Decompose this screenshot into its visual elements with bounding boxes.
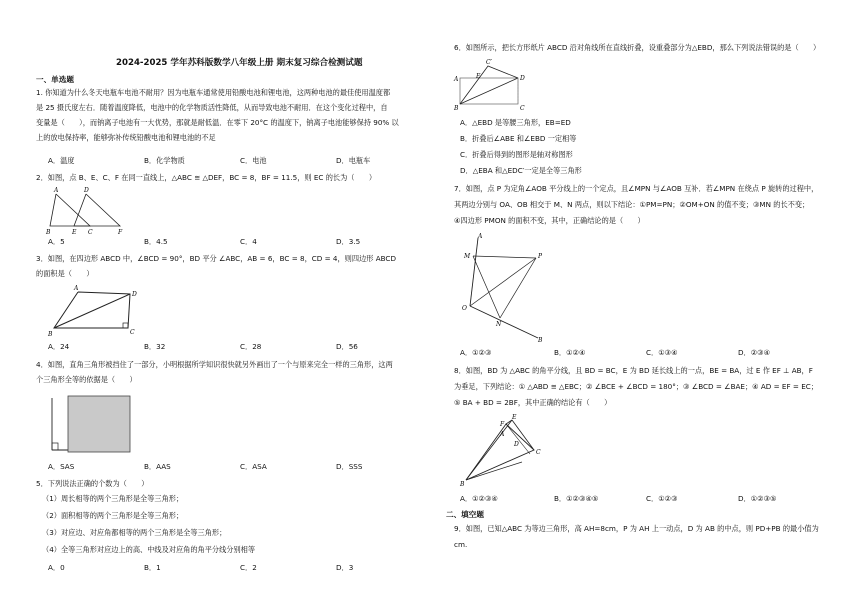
q2-label-d: D [84,187,89,194]
q7-option-d[interactable]: D．②③④ [738,348,771,357]
q7-label-a: A [478,233,483,240]
q2-label-a: A [54,187,59,194]
q6-option-a[interactable]: A．△EBD 是等腰三角形，EB=ED [460,118,571,127]
q2-option-c[interactable]: C．4 [240,237,257,246]
q3-option-c[interactable]: C．28 [240,342,262,351]
q1-line-1: 1. 你知道为什么冬天电瓶车电池不耐用？因为电瓶车通常使用铅酸电池和锂电池，这两种电池的最佳使用温度都 [36,88,391,97]
q8-label-d: D [514,441,519,448]
q8-label-b: B [460,481,465,488]
q8-label-a: A [500,431,505,438]
q3-option-d[interactable]: D．56 [336,342,358,351]
q5-option-c[interactable]: C．2 [240,563,257,572]
q7-line-1: 7．如图，点 P 为定角∠AOB 平分线上的一个定点，且∠MPN 与∠AOB 互补．若∠MPN 在绕点 P 旋转的过程中， [454,184,819,193]
q6-line: 6．如图所示，把长方形纸片 ABCD 沿对角线所在直线折叠，设重叠部分为△EBD，那么下列说法错误的是（ ） [454,43,821,52]
section-fill-in: 二、填空题 [446,510,484,519]
q4-figure-covered-triangle [46,392,136,454]
q6-label-e: E [476,73,481,80]
q9-line-2: cm. [454,540,468,549]
q1-option-d[interactable]: D．电瓶车 [336,156,371,165]
q3-option-a[interactable]: A．24 [48,342,70,351]
q4-option-a[interactable]: A．SAS [48,462,75,471]
q5-option-b[interactable]: B．1 [144,563,161,572]
q6-label-d: D [520,75,525,82]
q1-option-b[interactable]: B．化学物质 [144,156,185,165]
q4-line-1: 4．如图，直角三角形被挡住了一部分，小明根据所学知识很快就另外画出了一个与原来完全一样的三角形，这两 [36,360,393,369]
q2-figure-triangles [46,186,146,236]
q7-label-b: B [538,337,543,344]
q8-option-c[interactable]: C．①②③ [646,494,678,503]
q4-option-d[interactable]: D．SSS [336,462,363,471]
q6-option-d[interactable]: D．△EBA 和△EDC′一定是全等三角形 [460,166,582,175]
q7-label-n: N [496,321,502,328]
q7-label-m: M [464,253,471,260]
section-single-choice: 一、单选题 [36,75,74,84]
q7-option-b[interactable]: B．①②④ [554,348,586,357]
q6-label-b: B [454,105,459,112]
q2-label-b: B [46,229,51,236]
q1-option-c[interactable]: C．电池 [240,156,267,165]
q4-option-b[interactable]: B．AAS [144,462,171,471]
q5-option-d[interactable]: D．3 [336,563,354,572]
q8-option-d[interactable]: D．①②③⑤ [738,494,777,503]
q6-label-c: C [520,105,525,112]
q3-label-c: C [130,329,135,336]
q8-label-e: E [512,414,517,421]
q3-option-b[interactable]: B．32 [144,342,166,351]
q7-label-p: P [538,253,543,260]
q7-line-2: 其两边分别与 OA、OB 相交于 M、N 两点，则以下结论：①PM=PN；②OM+ON 的值不变；③MN 的长不变； [454,200,810,209]
q8-option-b[interactable]: B．①②③④⑤ [554,494,599,503]
q2-option-d[interactable]: D．3.5 [336,237,361,246]
q3-figure-quadrilateral [48,286,158,336]
q7-option-c[interactable]: C．①③④ [646,348,678,357]
q3-label-a: A [74,285,79,292]
q3-label-b: B [48,331,53,338]
q1-option-a[interactable]: A．温度 [48,156,75,165]
q4-option-c[interactable]: C．ASA [240,462,267,471]
q5-item-2: （2）面积相等的两个三角形是全等三角形； [42,511,184,520]
q5-item-4: （4）全等三角形对应边上的高、中线及对应角的角平分线分别相等 [42,545,256,554]
q3-line-2: 的面积是（ ） [36,269,94,278]
q2-option-a[interactable]: A．5 [48,237,65,246]
q7-option-a[interactable]: A．①②③ [460,348,492,357]
q6-label-a: A [454,76,459,83]
q2-label-c: C [88,229,93,236]
q1-line-2: 是 25 摄氏度左右．随着温度降低，电池中的化学物质活性降低，从而导致电池不耐用．在这个变化过程中，自 [36,103,388,112]
q8-label-f: F [500,421,505,428]
q8-line-3: ⑤ BA + BD = 2BF，其中正确的结论有（ ） [454,398,612,407]
q5-item-1: （1）周长相等的两个三角形是全等三角形； [42,494,184,503]
q1-line-4: 上的放电保持率，能够弥补传统铅酸电池和锂电池的不足 [36,133,216,142]
q8-line-1: 8．如图，BD 为 △ABC 的角平分线，且 BD = BC，E 为 BD 延长线上的一点，BE = BA，过 E 作 EF ⊥ AB，F [454,366,813,375]
q8-option-a[interactable]: A．①②③④ [460,494,498,503]
q1-line-3: 变量是（ ），而钠离子电池有一大优势，那就是耐低温．在零下 20°C 的温度下，钠离子电池能够保持 90% 以 [36,118,399,127]
q5-item-3: （3）对应边、对应角都相等的两个三角形是全等三角形； [42,528,227,537]
q6-label-c-prime: C′ [486,59,492,66]
q7-label-o: O [462,305,467,312]
q7-line-3: ④四边形 PMON 的面积不变，其中，正确结论的是（ ） [454,216,645,225]
q8-label-c: C [536,449,541,456]
q9-line-1: 9．如图，已知△ABC 为等边三角形，高 AH=8cm，P 为 AH 上一动点，D 为 AB 的中点，则 PD+PB 的最小值为 [454,524,819,533]
exam-title: 2024-2025 学年苏科版数学八年级上册 期末复习综合检测试题 [116,58,363,68]
q5-option-a[interactable]: A．0 [48,563,65,572]
q2-label-e: E [72,229,77,236]
q3-line-1: 3．如图，在四边形 ABCD 中，∠BCD = 90°，BD 平分 ∠ABC，AB = 6，BC = 8，CD = 4，则四边形 ABCD [36,254,396,263]
q2-line: 2．如图，点 B、E、C、F 在同一直线上，△ABC ≅ △DEF，BC = 8，BF = 11.5，则 EC 的长为（ ） [36,173,377,182]
q6-option-b[interactable]: B．折叠后∠ABE 和∠EBD 一定相等 [460,134,577,143]
q7-figure-angle [458,234,568,342]
q4-line-2: 个三角形全等的依据是（ ） [36,375,137,384]
q2-option-b[interactable]: B．4.5 [144,237,168,246]
q6-figure-folded-rectangle [454,58,534,110]
q5-line: 5．下列说法正确的个数为（ ） [36,479,149,488]
q6-option-c[interactable]: C．折叠后得到的图形是轴对称图形 [460,150,573,159]
q3-label-d: D [132,291,137,298]
q8-figure-triangle [460,414,550,486]
q2-label-f: F [118,229,123,236]
q8-line-2: 为垂足，下列结论：① △ABD ≅ △EBC；② ∠BCE + ∠BCD = 180°；③ ∠BCD = ∠BAE；④ AD = EF = EC； [454,382,818,391]
